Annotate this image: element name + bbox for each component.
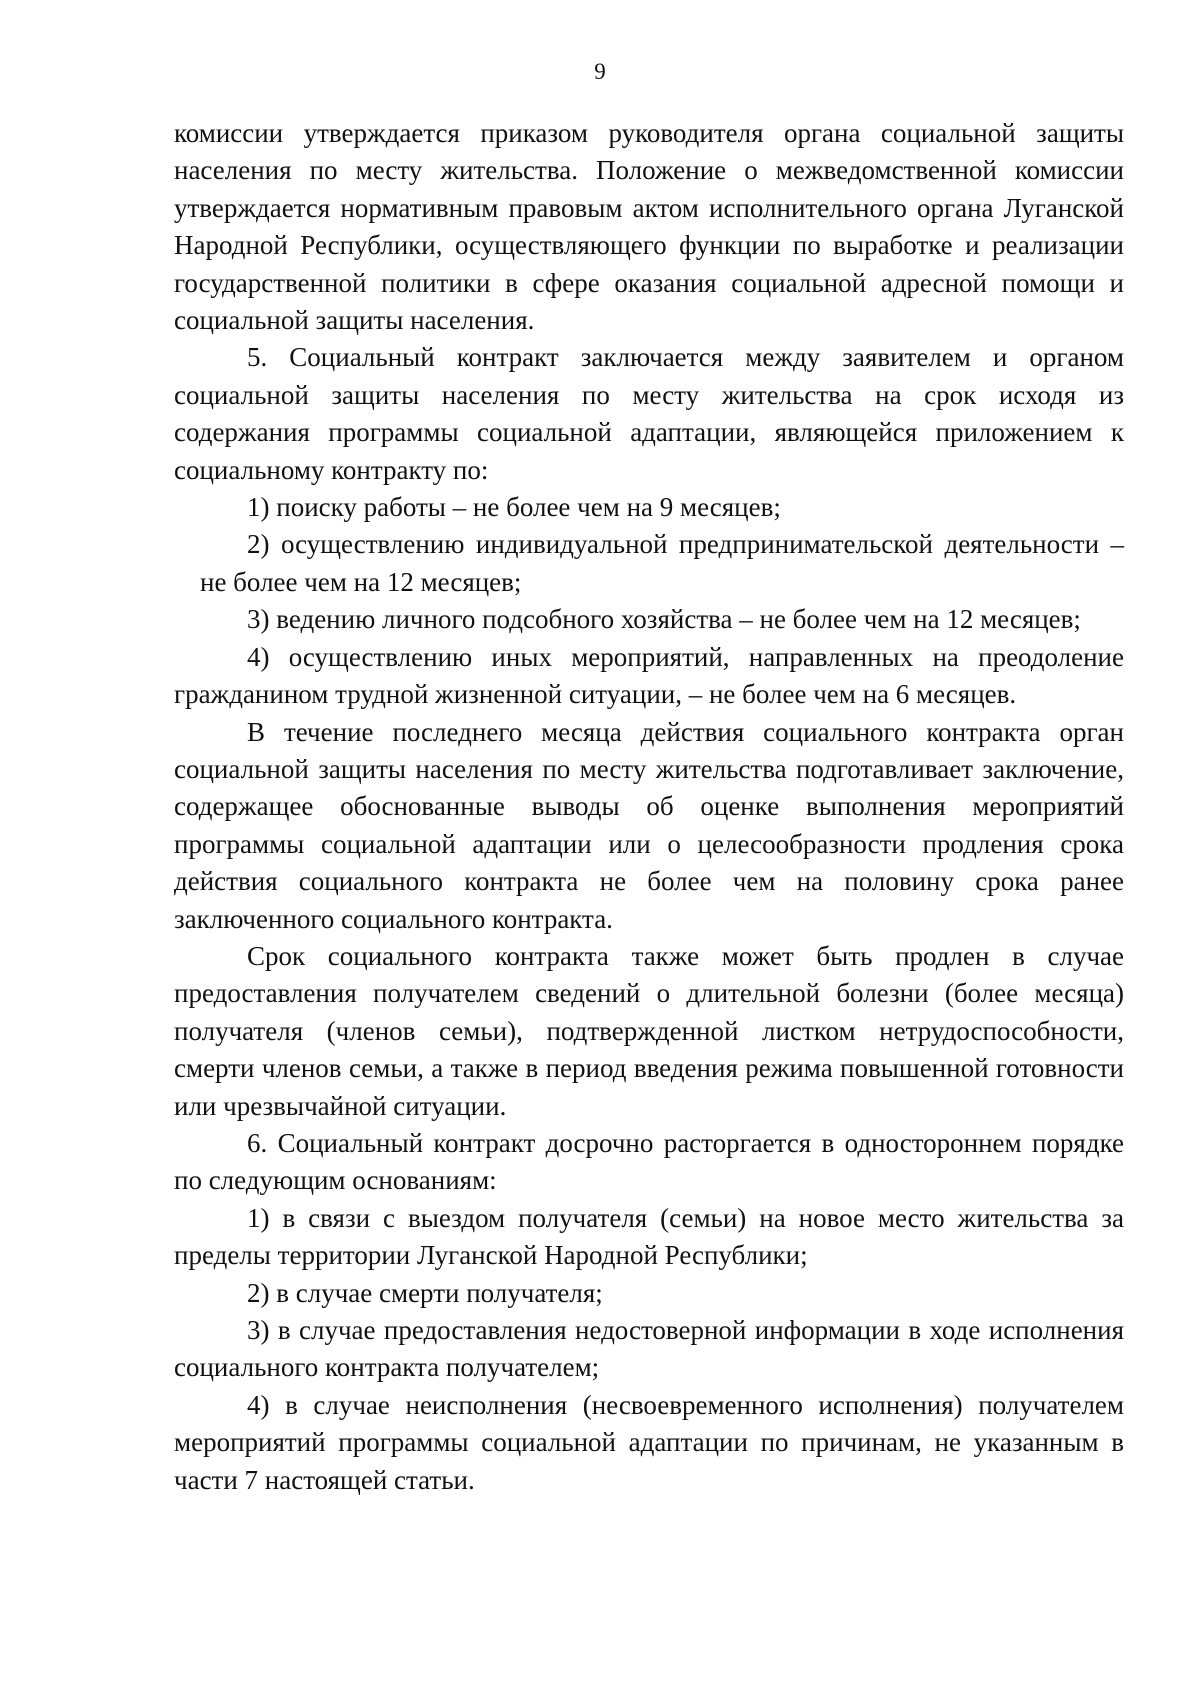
page-number: 9	[594, 59, 606, 84]
list-item-false-info: 3) в случае предоставления недостоверной информации в ходе исполнения социального контракта получателем;	[174, 1315, 1124, 1383]
list-item-other-measures: 4) осуществлению иных мероприятий, направленных на преодоление гражданином трудной жизненной ситуации, – не более чем на 6 месяцев.	[174, 641, 1124, 710]
list-item-relocation: 1) в связи с выездом получателя (семьи) на новое место жительства за пределы территории Луганской Народной Республики;	[174, 1202, 1124, 1271]
paragraph-clause-5: 5. Социальный контракт заключается между заявителем и органом социальной защиты населения по месту жительства на срок исходя из содержания программы социальной адаптации, являющейся приложением к социальному контракту по:	[174, 342, 1124, 485]
list-item-entrepreneurship: 2) осуществлению индивидуальной предпринимательской деятельности – не более чем на 12 месяцев;	[200, 529, 1124, 597]
list-item-household: 3) ведению личного подсобного хозяйства – не более чем на 12 месяцев;	[247, 604, 1081, 635]
paragraph-commission: комиссии утверждается приказом руководителя органа социальной защиты населения по месту жительства. Положение о межведомственной комиссии утверждается нормативным правовым актом исполнительного органа Луганской Народной Республики, осуществляющего функции по выработке и реализации государственной политики в сфере оказания социальной адресной помощи и социальной защиты населения.	[174, 118, 1124, 336]
paragraph-extension: Срок социального контракта также может быть продлен в случае предоставления получателем сведений о длительной болезни (более месяца) получателя (членов семьи), подтвержденной листком нетрудоспособности, смерти членов семьи, а также в период введения режима повышенной готовности или чрезвычайной ситуации.	[174, 940, 1124, 1121]
paragraph-last-month: В течение последнего месяца действия социального контракта орган социальной защиты населения по месту жительства подготавливает заключение, содержащее обоснованные выводы об оценке выполнения мероприятий программы социальной адаптации или о целесообразности продления срока действия социального контракта не более чем на половину срока ранее заключенного социального контракта.	[174, 716, 1124, 934]
paragraph-clause-6: 6. Социальный контракт досрочно расторгается в одностороннем порядке по следующим основаниям:	[174, 1127, 1124, 1196]
list-item-non-fulfillment: 4) в случае неисполнения (несвоевременного исполнения) получателем мероприятий программы социальной адаптации по причинам, не указанным в части 7 настоящей статьи.	[174, 1389, 1124, 1495]
list-item-death: 2) в случае смерти получателя;	[247, 1277, 603, 1308]
document-body	[174, 115, 1124, 1499]
list-item-job-search: 1) поиску работы – не более чем на 9 месяцев;	[247, 492, 781, 523]
